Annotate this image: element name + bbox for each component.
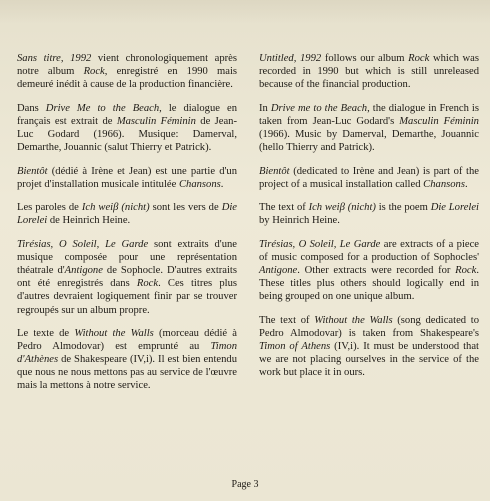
english-column	[259, 52, 479, 390]
en-paragraph-untitled: Untitled, 1992 follows our album Rock which was recorded in 1990 but which is still unreleased because of the financial production.	[259, 53, 479, 91]
fr-paragraph-sans-titre: Sans titre, 1992 vient chronologiquement après notre album Rock, enregistré en 1990 mais demeuré inédit à cause de la production financière.	[17, 53, 238, 91]
fr-paragraph-tiresias: Tirésias, O Soleil, Le Garde sont extraits d'une musique composée pour une représentation théatrale d'Antigone de Sophocle. D'autres extraits ont été enregistrés dans Rock. Ces titres plus d'autres devraient logiquement finir par se trouver regroupés sur un album propre.	[17, 239, 238, 316]
fr-paragraph-without-the-walls: Le texte de Without the Walls (morceau dédié à Pedro Almodovar) est emprunté au Timon d'Athènes de Shakespeare (IV,i). Il est bien entendu que nous ne nous mettons pas au service de l'œuvre mais la mettons à notre service.	[17, 328, 237, 392]
en-paragraph-tiresias: Tirésias, O Soleil, Le Garde are extracts of a piece of music composed for a production of Sophocles' Antigone. Other extracts were recorded for Rock. These titles plus others should logically end in being grouped on one unique album.	[259, 239, 479, 303]
french-column	[17, 52, 237, 403]
fr-paragraph-bientot: Bientôt (dédié à Irène et Jean) est une partie d'un projet d'installation musicale intitulée Chansons.	[17, 165, 237, 190]
en-paragraph-ich-weiss: The text of Ich weiβ (nicht) is the poem Die Lorelei by Heinrich Heine.	[259, 202, 479, 227]
fr-paragraph-drive-me: Dans Drive Me to the Beach, le dialogue en français est extrait de Masculin Féminin de Jean-Luc Godard (1966). Musique: Damerval, Demarthe, Jouannic (salut Thierry et Patrick).	[17, 102, 237, 154]
page-number: Page 3	[231, 479, 259, 490]
en-paragraph-bientot: Bientôt (dedicated to Irène and Jean) is part of the project of a musical installation called Chansons.	[259, 165, 479, 190]
page-top-shadow	[0, 0, 490, 24]
fr-paragraph-ich-weiss: Les paroles de Ich weiβ (nicht) sont les vers de Die Lorelei de Heinrich Heine.	[17, 202, 237, 227]
en-paragraph-without-the-walls: The text of Without the Walls (song dedicated to Pedro Almodovar) is taken from Shakespeare's Timon of Athens (IV,i). It must be understood that we are not placing ourselves in the service of the work but place it in ours.	[259, 315, 479, 379]
en-paragraph-drive-me: In Drive me to the Beach, the dialogue in French is taken from Jean-Luc Godard's Masculin Féminin (1966). Music by Damerval, Demarthe, Jouannic (hello Thierry and Patrick).	[259, 102, 479, 154]
